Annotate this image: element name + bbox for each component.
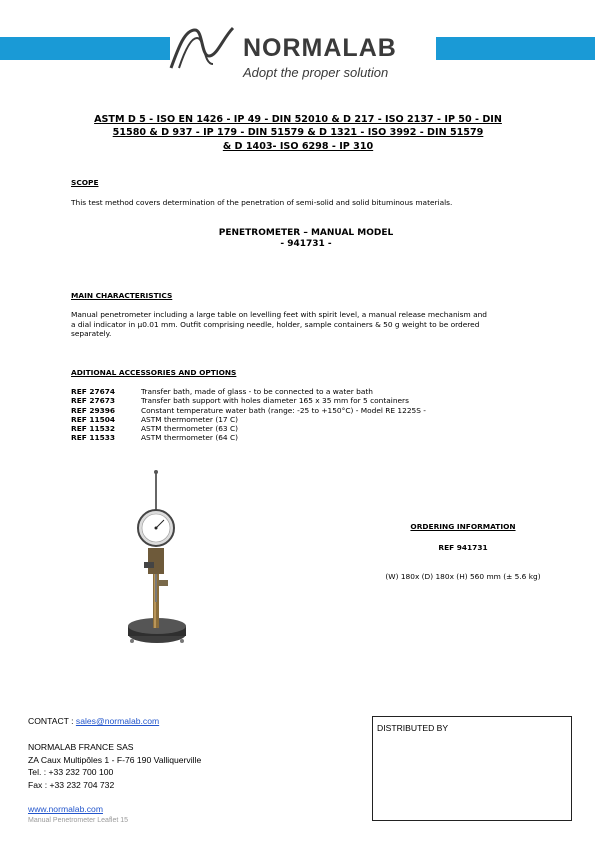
characteristics-line: Manual penetrometer including a large table on levelling feet with spirit level, a manual release mechanism and [71, 310, 487, 319]
list-item [71, 387, 426, 396]
characteristics-line: a dial indicator in µ0.01 mm. Outfit comprising needle, holder, sample containers & 50 g weight to be ordered [71, 319, 480, 329]
accessory-ref: REF 11504 [71, 414, 116, 424]
brand-tagline: Adopt the proper solution [243, 65, 389, 80]
distributor-box [372, 716, 572, 821]
accessory-desc: Transfer bath, made of glass - to be connected to a water bath [141, 387, 373, 396]
website-link[interactable]: www.normalab.com [28, 804, 103, 814]
scope-text: This test method covers determination of the penetration of semi-solid and solid bituminous materials. [71, 198, 453, 207]
accessory-desc: Transfer bath support with holes diameter 165 x 35 mm for 5 containers [141, 396, 409, 406]
accessory-ref: REF 29396 [71, 405, 116, 415]
header-band-left [0, 37, 170, 60]
company-tel: Tel. : +33 232 700 100 [28, 767, 114, 777]
header-band-right [436, 37, 595, 60]
accessory-ref: REF 11532 [71, 424, 116, 434]
list-item [71, 415, 426, 424]
list-item [71, 424, 426, 433]
standards-line: & D 1403- ISO 6298 - IP 310 [222, 140, 374, 152]
list-item [71, 406, 426, 415]
accessory-desc: ASTM thermometer (64 C) [141, 433, 239, 443]
standards-list [72, 113, 524, 153]
main-characteristics-heading: MAIN CHARACTERISTICS [71, 291, 173, 300]
contact-email-link[interactable]: sales@normalab.com [75, 716, 160, 726]
leaflet-footer: Manual Penetrometer Leaflet 15 [28, 817, 129, 824]
normalab-logo-icon [165, 26, 237, 70]
ordering-ref: REF 941731 [438, 543, 488, 552]
contact-line [28, 716, 159, 726]
product-title-block [150, 228, 462, 251]
product-title: PENETROMETER – MANUAL MODEL [218, 228, 394, 238]
accessory-desc: Constant temperature water bath (range: -25 to +150°C) - Model RE 1225S - [141, 405, 426, 415]
company-address: ZA Caux Multipôles 1 - F-76 190 Valliquerville [28, 755, 202, 765]
distributed-by-label: DISTRIBUTED BY [377, 723, 449, 733]
company-name: NORMALAB FRANCE SAS [28, 742, 134, 752]
accessory-ref: REF 27674 [71, 387, 116, 396]
accessory-desc: ASTM thermometer (63 C) [141, 424, 239, 434]
accessory-ref: REF 11533 [71, 433, 116, 443]
contact-label: CONTACT : [28, 716, 74, 726]
company-fax: Fax : +33 232 704 732 [28, 780, 115, 790]
main-characteristics-text [71, 310, 487, 339]
list-item [71, 433, 426, 442]
standards-line: 51580 & D 937 - IP 179 - DIN 51579 & D 1321 - ISO 3992 - DIN 51579 [112, 127, 484, 139]
product-code: - 941731 - [280, 239, 332, 250]
penetrometer-image [118, 462, 200, 654]
scope-heading: SCOPE [71, 178, 99, 187]
ordering-heading: ORDERING INFORMATION [410, 522, 516, 531]
list-item [71, 396, 426, 405]
accessories-heading: ADITIONAL ACCESSORIES AND OPTIONS [71, 368, 237, 377]
accessory-desc: ASTM thermometer (17 C) [141, 414, 239, 424]
standards-line: ASTM D 5 - ISO EN 1426 - IP 49 - DIN 52010 & D 217 - ISO 2137 - IP 50 - DIN [94, 114, 502, 125]
accessories-list [71, 387, 426, 443]
brand-name: NORMALAB [243, 34, 397, 62]
ordering-dimensions: (W) 180x (D) 180x (H) 560 mm (± 5.6 kg) [385, 572, 541, 581]
accessory-ref: REF 27673 [71, 396, 116, 406]
characteristics-line: separately. [71, 329, 112, 339]
